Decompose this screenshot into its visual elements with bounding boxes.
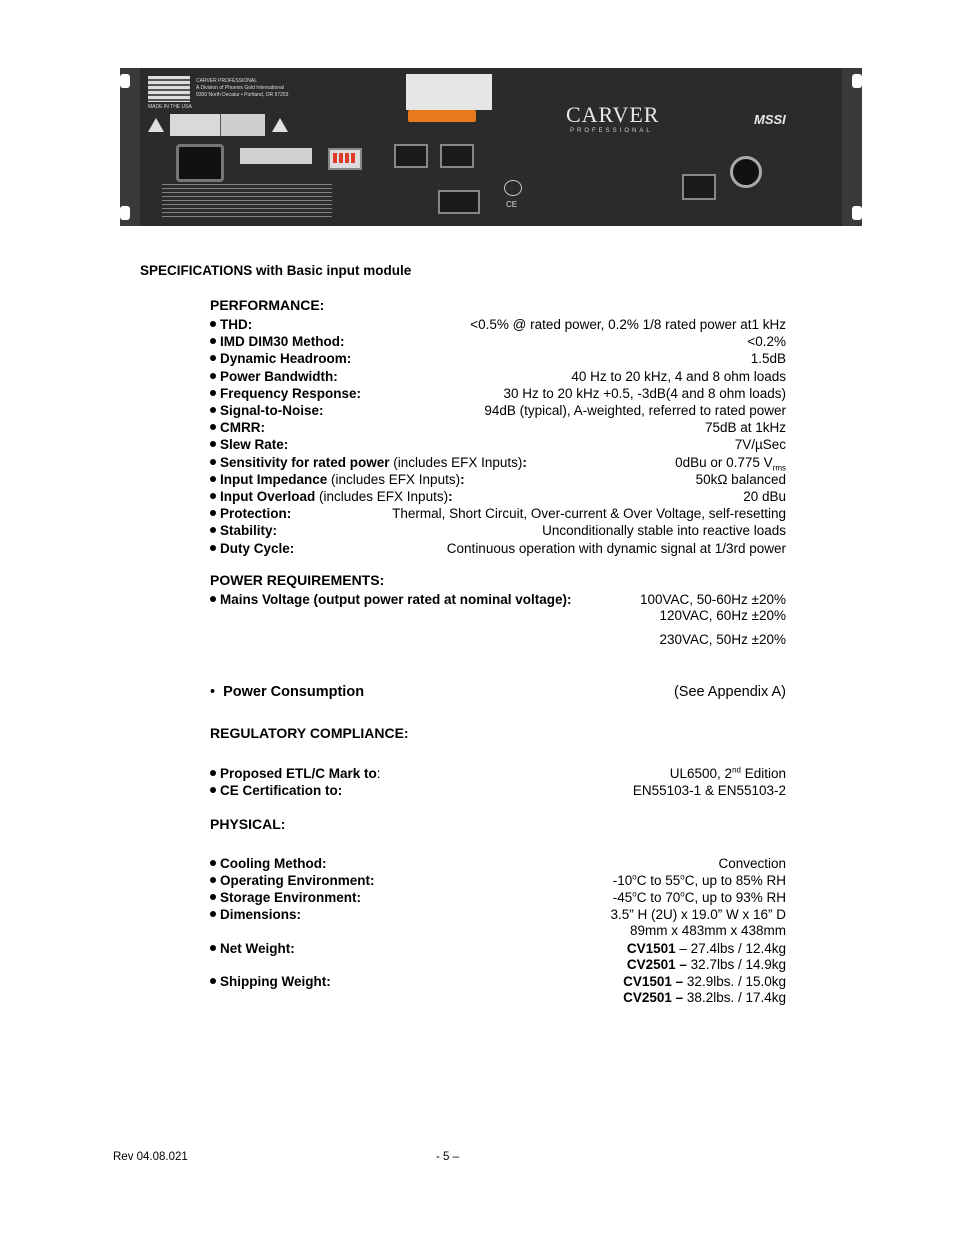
spec-row-storage	[210, 889, 786, 906]
rack-hole	[120, 74, 130, 88]
spec-row	[210, 350, 786, 367]
rack-hole	[852, 74, 862, 88]
spec-label-colon: :	[448, 489, 453, 504]
physical-heading: PHYSICAL:	[210, 816, 286, 832]
terminal-block	[440, 144, 474, 168]
spec-label: Protection:	[220, 506, 292, 521]
spec-value: 89mm x 483mm x 438mm	[629, 923, 786, 938]
dip-switch	[328, 148, 362, 170]
bullet-icon	[210, 510, 216, 516]
rack-hole	[120, 206, 130, 220]
spec-value: CV1501 – 32.9lbs. / 15.0kg	[623, 974, 786, 989]
made-in-usa-text: MADE IN THE USA	[148, 104, 192, 110]
address-line: CARVER PROFESSIONAL	[196, 78, 258, 84]
spec-value: EN55103-1 & EN55103-2	[632, 783, 786, 798]
serial-plate	[240, 148, 312, 164]
spec-label: Cooling Method:	[220, 856, 327, 871]
input-terminal	[682, 174, 716, 200]
rack-ear-left	[120, 68, 140, 226]
rear-panel-photo	[122, 68, 860, 226]
spec-row-etl: Proposed ETL/C Mark to: UL6500, 2nd Edition	[210, 765, 786, 782]
rack-ear-right	[842, 68, 862, 226]
bullet-icon	[210, 441, 216, 447]
bullet-icon	[210, 860, 216, 866]
spec-label: Net Weight:	[220, 941, 295, 956]
warning-icon	[272, 118, 288, 132]
spec-value: UL6500, 2nd Edition	[669, 765, 786, 781]
terminal-block	[438, 190, 480, 214]
spec-label: Storage Environment:	[220, 890, 362, 905]
bullet-icon	[210, 373, 216, 379]
bullet-icon	[210, 787, 216, 793]
spec-value: 1.5dB	[750, 351, 786, 366]
spec-value: 40 Hz to 20 kHz, 4 and 8 ohm loads	[571, 369, 786, 384]
spec-label: Mains Voltage (output power rated at nominal voltage):	[220, 592, 572, 607]
bullet-icon	[210, 424, 216, 430]
spec-label: Dynamic Headroom:	[220, 351, 352, 366]
spec-row-operating	[210, 872, 786, 889]
spec-label: IMD DIM30 Method:	[220, 334, 345, 349]
brand-logo: CARVER	[566, 102, 660, 127]
spec-value: Unconditionally stable into reactive loads	[542, 523, 786, 538]
spec-row-dimensions	[210, 906, 786, 923]
spec-label: Duty Cycle:	[220, 541, 295, 556]
bullet-icon	[210, 321, 216, 327]
spec-value: (See Appendix A)	[673, 684, 786, 700]
spec-row	[210, 368, 786, 385]
spec-label: Frequency Response:	[220, 386, 362, 401]
spec-value: 100VAC, 50-60Hz ±20%	[640, 592, 786, 607]
spec-label: Operating Environment:	[220, 873, 375, 888]
manufacturer-address	[196, 78, 288, 99]
bullet-icon	[210, 545, 216, 551]
bullet-icon	[210, 978, 216, 984]
bullet-icon	[210, 493, 216, 499]
spec-row	[210, 522, 786, 539]
bullet-icon	[210, 459, 216, 465]
spec-label: Stability:	[220, 523, 278, 538]
bullet-icon	[210, 911, 216, 917]
spec-label-note: (includes EFX Inputs)	[389, 455, 523, 470]
spec-value: -45$^o$C to 70$^o$C, up to 93% RH	[612, 889, 786, 905]
spec-value: 75dB at 1kHz	[704, 420, 786, 435]
spec-label: THD:	[220, 317, 253, 332]
spec-label: Input Overload	[220, 489, 316, 504]
spec-value: 20 dBu	[743, 489, 786, 504]
spec-label: Dimensions:	[220, 907, 302, 922]
spec-row	[210, 505, 786, 522]
spec-label: Proposed ETL/C Mark to	[220, 766, 377, 781]
spec-label: Power Bandwidth:	[220, 369, 338, 384]
spec-value: Continuous operation with dynamic signal at 1/3rd power	[446, 541, 786, 556]
spec-value: <0.5% @ rated power, 0.2% 1/8 rated power at1 kHz	[470, 317, 786, 332]
spec-label: CMRR:	[220, 420, 265, 435]
bullet-icon	[210, 407, 216, 413]
rack-hole	[852, 206, 862, 220]
spec-value: 94dB (typical), A-weighted, referred to rated power	[484, 403, 786, 418]
spec-row	[210, 402, 786, 419]
address-line: A Division of Phoenix Gold International	[196, 85, 284, 91]
orange-connector	[408, 110, 476, 122]
etl-mark-icon	[504, 180, 522, 196]
spec-label-note: (includes EFX Inputs)	[327, 472, 461, 487]
spec-row	[210, 436, 786, 453]
spec-label: Signal-to-Noise:	[220, 403, 324, 418]
spec-value: 50kΩ balanced	[695, 472, 786, 487]
spec-value: <0.2%	[747, 334, 786, 349]
spec-row-cooling	[210, 855, 786, 872]
bullet-icon	[210, 945, 216, 951]
spec-row-net-weight	[210, 940, 786, 957]
page-number: - 5 –	[436, 1151, 460, 1163]
model-badge: MSSI	[754, 112, 786, 127]
bullet-icon	[210, 894, 216, 900]
avis-label	[220, 114, 265, 136]
spec-value: 230VAC, 50Hz ±20%	[659, 632, 786, 647]
spec-label: Sensitivity for rated power	[220, 455, 390, 470]
spec-value: 0dBu or 0.775 $V_{rms}$	[675, 455, 786, 473]
address-line: 9300 North Decatur • Portland, OR 97203	[196, 92, 289, 98]
spec-value: CV2501 – 32.7lbs / 14.9kg	[626, 957, 786, 972]
power-heading: POWER REQUIREMENTS:	[210, 572, 385, 588]
bullet-icon	[210, 355, 216, 361]
terminal-block	[394, 144, 428, 168]
spec-label: Input Impedance	[220, 472, 328, 487]
bullet-icon	[210, 527, 216, 533]
bullet-icon: •	[210, 684, 216, 700]
spec-row	[210, 316, 786, 333]
performance-heading: PERFORMANCE:	[210, 297, 325, 313]
revision-text: Rev 04.08.021	[113, 1151, 188, 1163]
spec-row-shipping-weight	[210, 973, 786, 990]
spec-row-mains	[210, 591, 786, 608]
brand-subtitle: PROFESSIONAL	[570, 128, 653, 134]
wiring-panel	[406, 74, 492, 110]
warning-icon	[148, 118, 164, 132]
spec-value: CV1501 – 27.4lbs / 12.4kg	[626, 941, 786, 956]
spec-value: 7V/µSec	[734, 437, 786, 452]
bullet-icon	[210, 338, 216, 344]
spec-row-consumption	[210, 683, 786, 702]
spec-label: Power Consumption	[223, 684, 365, 700]
spec-row-ce	[210, 782, 786, 799]
bullet-icon	[210, 770, 216, 776]
spec-row	[210, 454, 786, 471]
spec-value: Convection	[718, 856, 786, 871]
spec-row	[210, 488, 786, 505]
spec-row	[210, 385, 786, 402]
spec-label-colon: :	[522, 455, 527, 470]
spec-row	[210, 471, 786, 488]
xlr-connector	[730, 156, 762, 188]
flag-logo	[148, 76, 190, 102]
power-inlet	[176, 144, 224, 182]
spec-label: CE Certification to:	[220, 783, 343, 798]
spec-row	[210, 419, 786, 436]
spec-value: 3.5” H (2U) x 19.0” W x 16” D	[610, 907, 786, 922]
spec-label-colon: :	[460, 472, 465, 487]
spec-value: 120VAC, 60Hz ±20%	[659, 608, 786, 623]
spec-value: 30 Hz to 20 kHz +0.5, -3dB(4 and 8 ohm loads)	[503, 386, 786, 401]
spec-label-note: (includes EFX Inputs)	[315, 489, 449, 504]
spec-value: CV2501 – 38.2lbs. / 17.4kg	[623, 990, 786, 1005]
ce-mark-icon: CE	[506, 200, 518, 209]
spec-row	[210, 333, 786, 350]
spec-label: Slew Rate:	[220, 437, 289, 452]
bullet-icon	[210, 596, 216, 602]
section-title: SPECIFICATIONS with Basic input module	[140, 263, 412, 278]
spec-label: Shipping Weight:	[220, 974, 331, 989]
bullet-icon	[210, 877, 216, 883]
spec-value: -10$^o$C to 55$^o$C, up to 85% RH	[612, 872, 786, 888]
fine-print	[162, 184, 332, 220]
regulatory-heading: REGULATORY COMPLIANCE:	[210, 725, 409, 741]
spec-row	[210, 540, 786, 557]
spec-value: Thermal, Short Circuit, Over-current & Over Voltage, self-resetting	[392, 506, 786, 521]
bullet-icon	[210, 476, 216, 482]
bullet-icon	[210, 390, 216, 396]
